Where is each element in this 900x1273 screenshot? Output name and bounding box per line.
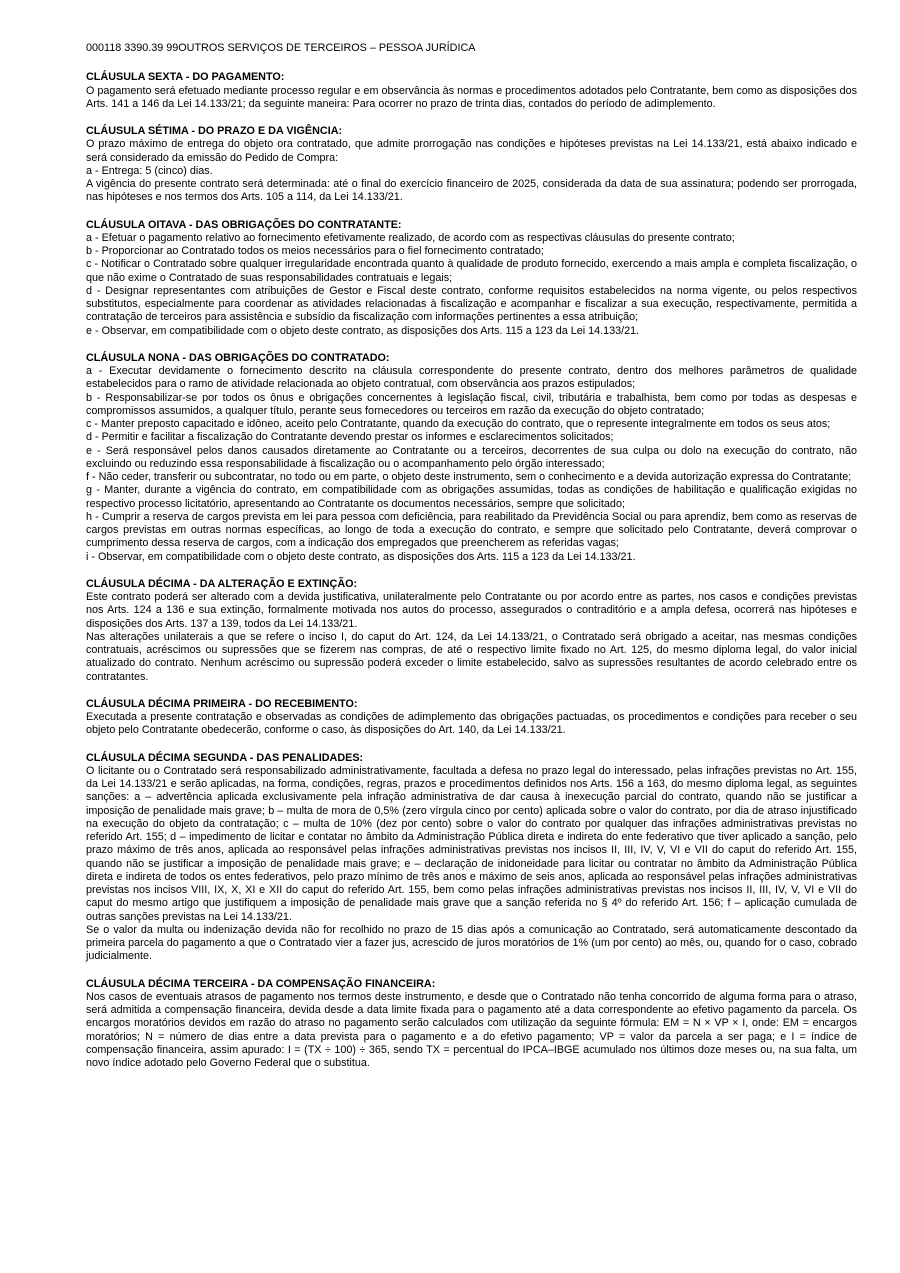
clause-eleventh	[86, 698, 857, 738]
clause-title: CLÁUSULA DÉCIMA PRIMEIRA - DO RECEBIMENTO:	[86, 697, 358, 710]
clause-paragraph: h - Cumprir a reserva de cargos prevista em lei para pessoa com deficiência, para reabilitado da Previdência Social ou para aprendiz, bem como as reservas de cargos previstas em outras normas específicas, ao longo de toda a execução do contrato, e sempre que solicitado pelo Contratante, deverá comprovar o cumprimento dessa reserva de cargos, com a indicação dos empregados que preencherem as referidas vagas;	[86, 510, 857, 550]
clause-eighth	[86, 219, 857, 338]
clause-tenth	[86, 578, 857, 684]
clause-paragraph: a - Entrega: 5 (cinco) dias.	[86, 164, 213, 177]
clause-paragraph: Este contrato poderá ser alterado com a devida justificativa, unilateralmente pelo Contratante ou por acordo entre as partes, nos casos e condições previstas nos Arts. 124 a 136 e sua extinção, formalmente motivada nos autos do processo, assegurados o contraditório e a ampla defesa, ocorrerá nas hipóteses e disposições dos Arts. 137 a 139, todos da Lei 14.133/21.	[86, 591, 857, 630]
clause-paragraph: Nas alterações unilaterais a que se refere o inciso I, do caput do Art. 124, da Lei 14.133/21, o Contratado será obrigado a aceitar, nas mesmas condições contratuais, acréscimos ou supressões que se fizerem nas compras, de até o respectivo limite fixado no Art. 125, do mesmo diploma legal, do valor inicial atualizado do contrato. Nenhum acréscimo ou supressão poderá exceder o limite estabelecido, salvo as supressões resultantes de acordo celebrado entre os contratantes.	[86, 630, 857, 683]
clause-paragraph: O licitante ou o Contratado será responsabilizado administrativamente, facultada a defesa no prazo legal do interessado, pelas infrações previstas no Art. 155, da Lei 14.133/21 e serão aplicadas, na forma, condições, regras, prazos e procedimentos definidos nos Arts. 156 a 163, do mesmo diploma legal, as seguintes sanções: a – advertência aplicada exclusivamente pela infração administrativa de dar causa à inexecução parcial do contrato, quando não se justificar a imposição de penalidade mais grave; b – multa de mora de 0,5% (zero vírgula cinco por cento) aplicada sobre o valor do contrato, por dia de atraso injustificado na execução do objeto da contratação; c – multa de 10% (dez por cento) sobre o valor do contrato por qualquer das infrações administrativas previstas no referido Art. 155; d – impedimento de licitar e contatar no âmbito da Administração Pública direta e indireta do ente federativo que tiver aplicado a sanção, pelo prazo máximo de três anos, aplicada ao responsável pelas infrações administrativas previstas nos incisos II, III, IV, V, VI e VII do caput do referido Art. 155, quando não se justificar a imposição de penalidade mais grave; e – declaração de inidoneidade para licitar ou contratar no âmbito da Administração Pública direta e indireta de todos os entes federativos, pelo prazo mínimo de três anos e máximo de seis anos, aplicada ao responsável pelas infrações administrativas previstas nos incisos VIII, IX, X, XI e XII do caput do referido Art. 155, bem como pelas infrações administrativas previstas nos incisos II, III, IV, V, VI e VII do caput do mesmo artigo que justifiquem a imposição de penalidade mais grave que a sanção referida no § 4º do referido Art. 156; f – aplicação cumulada de outras sanções previstas na Lei 14.133/21.	[86, 764, 857, 923]
clause-seventh	[86, 125, 857, 205]
clause-paragraph: c - Notificar o Contratado sobre qualquer irregularidade encontrada quanto à qualidade de produto fornecido, exercendo a mais ampla e completa fiscalização, o que não exime o Contratado de suas responsabilidades contratuais e legais;	[86, 258, 857, 284]
clause-paragraph: d - Permitir e facilitar a fiscalização do Contratante devendo prestar os informes e esclarecimentos solicitados;	[86, 431, 614, 444]
clause-paragraph: O pagamento será efetuado mediante processo regular e em observância às normas e procedimentos adotados pelo Contratante, bem como as disposições dos Arts. 141 a 146 da Lei 14.133/21; da seguinte maneira: Para ocorrer no prazo de trinta dias, contados do período de adimplemento.	[86, 84, 857, 110]
clause-thirteenth	[86, 978, 857, 1071]
clause-paragraph: Executada a presente contratação e observadas as condições de adimplemento das obrigações pactuadas, os procedimentos e condições para receber o seu objeto pelo Contratante obedecerão, conforme o caso, às disposições do Art. 140, da Lei 14.133/21.	[86, 711, 857, 737]
clause-title: CLÁUSULA SÉTIMA - DO PRAZO E DA VIGÊNCIA:	[86, 125, 343, 137]
clause-sixth	[86, 71, 857, 111]
clause-paragraph: g - Manter, durante a vigência do contrato, em compatibilidade com as obrigações assumidas, todas as condições de habilitação e qualificação exigidas no respectivo processo licitatório, apresentando ao Contratante os documentos necessários, sempre que solicitado;	[86, 484, 857, 510]
clause-paragraph: i - Observar, em compatibilidade com o objeto deste contrato, as disposições dos Arts. 115 a 123 da Lei 14.133/21.	[86, 550, 636, 563]
clause-paragraph: f - Não ceder, transferir ou subcontratar, no todo ou em parte, o objeto deste instrumento, sem o conhecimento e a devida autorização expressa do Contratante;	[86, 471, 852, 483]
clause-paragraph: e - Observar, em compatibilidade com o objeto deste contrato, as disposições dos Arts. 115 a 123 da Lei 14.133/21.	[86, 324, 640, 337]
clause-paragraph: a - Executar devidamente o fornecimento descrito na cláusula correspondente do presente contrato, dentro dos melhores parâmetros de qualidade estabelecidos para o ramo de atividade relacionada ao objeto contratual, com observância aos prazos estipulados;	[86, 365, 857, 391]
clause-paragraph: Se o valor da multa ou indenização devida não for recolhido no prazo de 15 dias após a comunicação ao Contratado, será automaticamente descontado da primeira parcela do pagamento a que o Contratado vier a fazer jus, acrescido de juros moratórios de 1% (um por cento) ao mês, ou, quando for o caso, cobrado judicialmente.	[86, 923, 857, 963]
clause-title: CLÁUSULA NONA - DAS OBRIGAÇÕES DO CONTRATADO:	[86, 351, 390, 364]
clause-title: CLÁUSULA DÉCIMA - DA ALTERAÇÃO E EXTINÇÃO:	[86, 577, 358, 590]
clause-paragraph: Nos casos de eventuais atrasos de pagamento nos termos deste instrumento, e desde que o Contratado não tenha concorrido de alguma forma para o atraso, será admitida a compensação financeira, devida desde a data limite fixada para o pagamento até a data correspondente ao efetivo pagamento da parcela. Os encargos moratórios devidos em razão do atraso no pagamento serão calculados com utilização da seguinte fórmula: EM = N × VP × I, onde: EM = encargos moratórios; N = número de dias entre a data prevista para o pagamento e a do efetivo pagamento; VP = valor da parcela a ser paga; e I = índice de compensação financeira, assim apurado: I = (TX ÷ 100) ÷ 365, sendo TX = percentual do IPCA–IBGE acumulado nos últimos doze meses ou, na sua falta, um novo índice adotado pelo Governo Federal que o substitua.	[86, 990, 857, 1069]
budget-account-line: 000118 3390.39 99OUTROS SERVIÇOS DE TERCEIROS – PESSOA JURÍDICA	[86, 42, 476, 54]
clause-title: CLÁUSULA DÉCIMA TERCEIRA - DA COMPENSAÇÃO FINANCEIRA:	[86, 977, 436, 990]
document-page	[86, 42, 857, 1084]
clause-paragraph: e - Será responsável pelos danos causados diretamente ao Contratante ou a terceiros, decorrentes de sua culpa ou dolo na execução do contrato, não excluindo ou reduzindo essa responsabilidade à fiscalização ou o acompanhamento pelo órgão interessado;	[86, 444, 857, 470]
clause-paragraph: d - Designar representantes com atribuições de Gestor e Fiscal deste contrato, conforme requisitos estabelecidos na norma vigente, ou pelos respectivos substitutos, especialmente para coordenar as atividades relacionadas à fiscalização e acompanhar e fiscalizar a sua execução, respectivamente, permitida a contratação de terceiros para assistência e subsídio da fiscalização com informações pertinentes a essa atribuição;	[86, 284, 857, 324]
clause-paragraph: c - Manter preposto capacitado e idôneo, aceito pelo Contratante, quando da execução do contrato, que o represente integralmente em todos os seus atos;	[86, 418, 831, 430]
clause-twelfth	[86, 752, 857, 964]
clause-paragraph: a - Efetuar o pagamento relativo ao fornecimento efetivamente realizado, de acordo com as respectivas cláusulas do presente contrato;	[86, 231, 735, 244]
clause-title: CLÁUSULA OITAVA - DAS OBRIGAÇÕES DO CONTRATANTE:	[86, 218, 402, 231]
clause-paragraph: O prazo máximo de entrega do objeto ora contratado, que admite prorrogação nas condições e hipóteses previstas na Lei 14.133/21, está abaixo indicado e será considerado da emissão do Pedido de Compra:	[86, 138, 857, 164]
clause-ninth	[86, 352, 857, 564]
clause-paragraph: b - Proporcionar ao Contratado todos os meios necessários para o fiel fornecimento contratado;	[86, 245, 544, 257]
clause-title: CLÁUSULA DÉCIMA SEGUNDA - DAS PENALIDADES:	[86, 751, 364, 764]
clause-paragraph: A vigência do presente contrato será determinada: até o final do exercício financeiro de 2025, considerada da data de sua assinatura; podendo ser prorrogada, nas hipóteses e nos termos dos Arts. 105 a 114, da Lei 14.133/21.	[86, 178, 857, 204]
clause-title: CLÁUSULA SEXTA - DO PAGAMENTO:	[86, 71, 285, 84]
clause-paragraph: b - Responsabilizar-se por todos os ônus e obrigações concernentes à legislação fiscal, civil, tributária e trabalhista, bem como por todas as despesas e compromissos assumidos, a qualquer título, perante seus fornecedores ou terceiros em razão da execução do objeto contratado;	[86, 391, 857, 417]
